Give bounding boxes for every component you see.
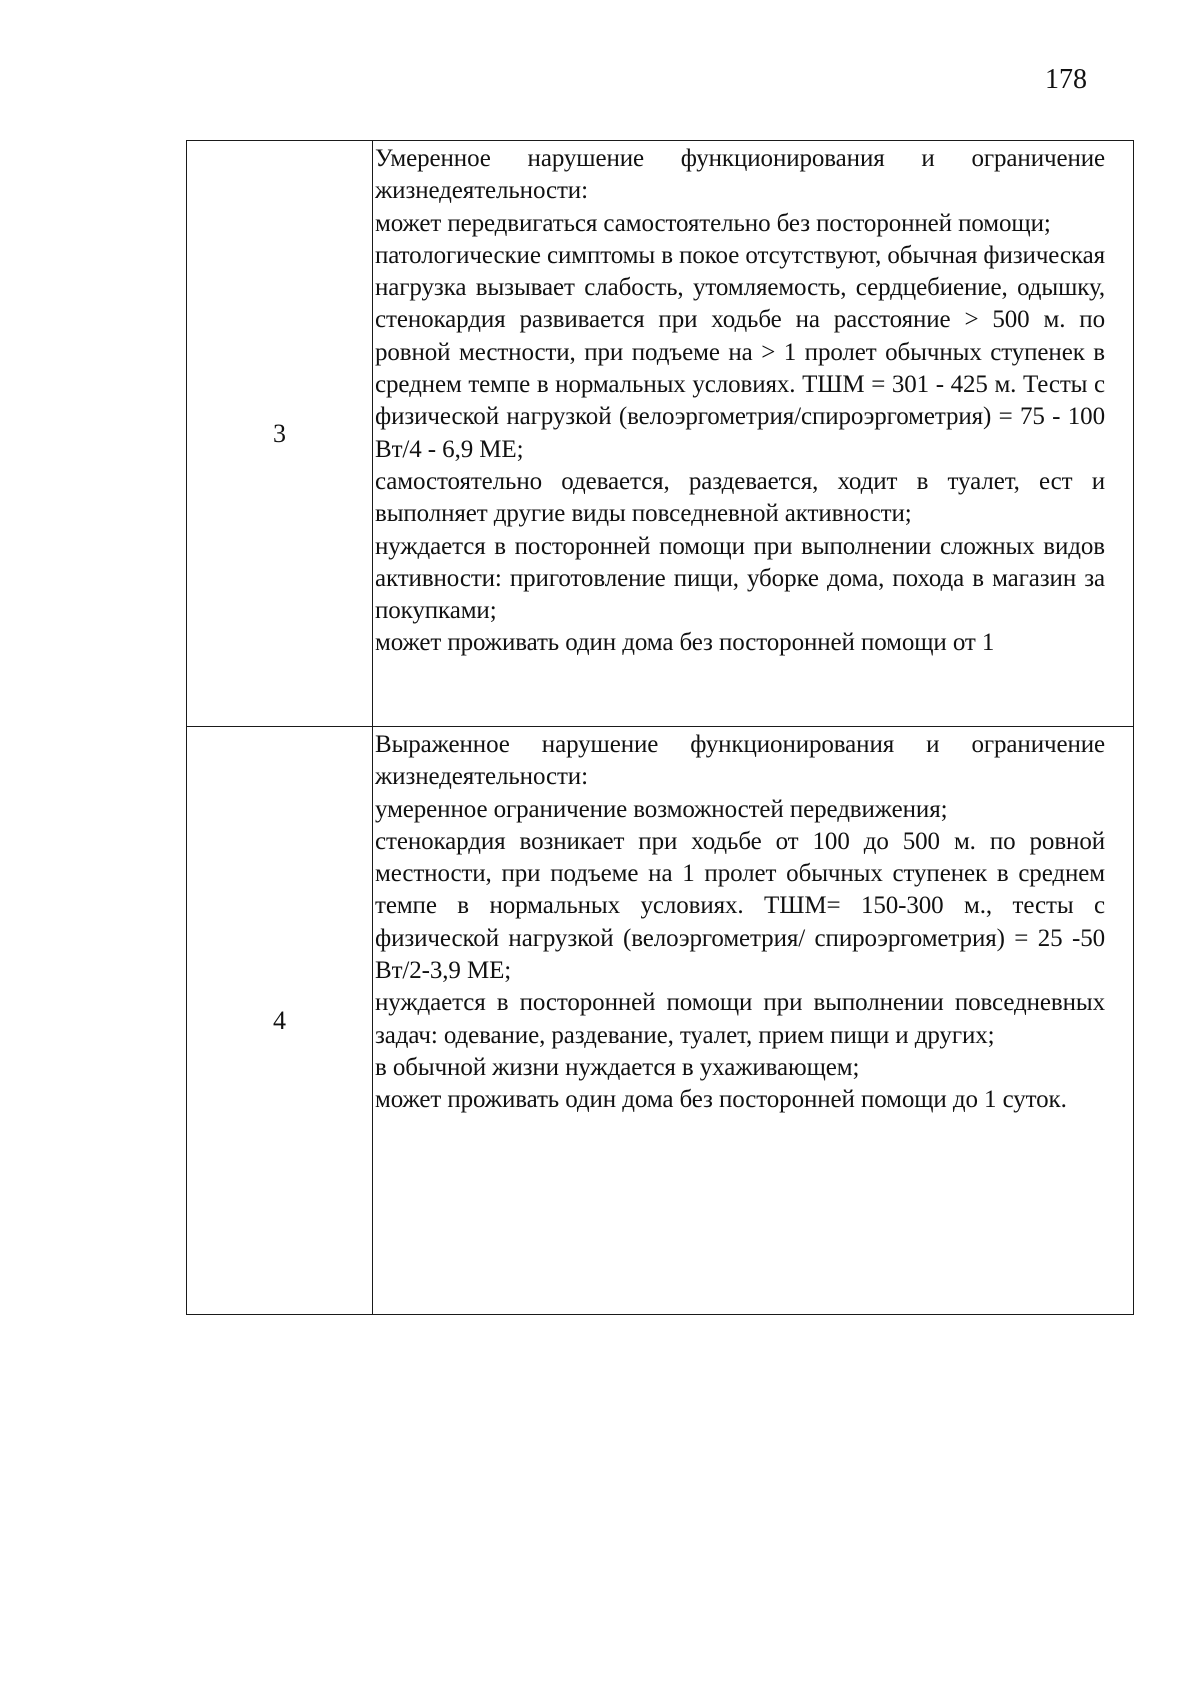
description-paragraph: нуждается в посторонней помощи при выполнении сложных видов активности: приготовление пищи, уборке дома, похода в магазин за покупками; <box>375 532 1105 625</box>
description-paragraph: стенокардия возникает при ходьбе от 100 до 500 м. по ровной местности, при подъеме на 1 пролет обычных ступенек в среднем темпе в нормальных условиях. ТШМ= 150-300 м., тесты с физической нагрузкой (велоэргометрия/ спироэргометрия) = 25 -50 Вт/2-3,9 МЕ; <box>375 827 1105 985</box>
table-row-level-3 <box>187 141 1134 727</box>
severity-table <box>186 140 1134 1315</box>
description-cell <box>373 141 1134 727</box>
description-paragraph: умеренное ограничение возможностей передвижения; <box>375 795 948 823</box>
description-paragraph: патологические симптомы в покое отсутствуют, обычная физическая нагрузка вызывает слабость, утомляемость, сердцебиение, одышку, стенокардия развивается при ходьбе на расстояние > 500 м. по ровной местности, при подъеме на > 1 пролет обычных ступенек в среднем темпе в нормальных условиях. ТШМ = 301 - 425 м. Тесты с физической нагрузкой (велоэргометрия/спироэргометрия) = 75 - 100 Вт/4 - 6,9 МЕ; <box>375 241 1105 463</box>
description-paragraph: самостоятельно одевается, раздевается, ходит в туалет, ест и выполняет другие виды повседневной активности; <box>375 467 1105 528</box>
description-paragraph: может проживать один дома без посторонней помощи до 1 суток. <box>375 1086 1067 1114</box>
description-paragraph: нуждается в посторонней помощи при выполнении повседневных задач: одевание, раздевание, туалет, прием пищи и других; <box>375 989 1105 1049</box>
description-paragraph: Умеренное нарушение функционирования и ограничение жизнедеятельности: <box>375 145 1105 205</box>
table-row-level-4 <box>187 727 1134 1315</box>
level-cell <box>187 727 373 1315</box>
description-cell <box>373 727 1134 1315</box>
description-paragraph: Выраженное нарушение функционирования и ограничение жизнедеятельности: <box>375 731 1105 791</box>
description-paragraph: может передвигаться самостоятельно без посторонней помощи; <box>375 209 1051 237</box>
level-number: 3 <box>273 418 286 448</box>
description-paragraph: в обычной жизни нуждается в ухаживающем; <box>375 1053 860 1081</box>
level-cell <box>187 141 373 727</box>
page-number: 178 <box>1045 64 1087 95</box>
description-paragraph: может проживать один дома без посторонней помощи от 1 <box>375 629 995 657</box>
level-number: 4 <box>273 1005 286 1035</box>
